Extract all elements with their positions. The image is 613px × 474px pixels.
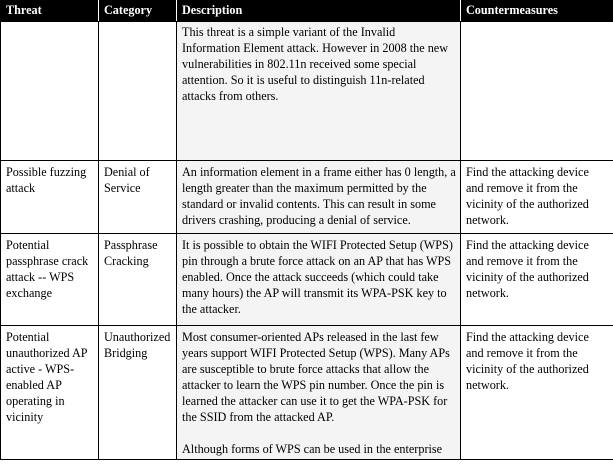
cell-countermeasures: Find the attacking device and remove it from the vicinity of the authorized network. [461, 326, 613, 460]
description-paragraph: Although forms of WPS can be used in the enterprise [182, 442, 443, 456]
table-row [1, 234, 613, 326]
cell-countermeasures [461, 22, 613, 161]
cell-category: Denial of Service [99, 161, 177, 234]
cell-threat: Potential unauthorized AP active - WPS-enabled AP operating in vicinity [1, 326, 99, 460]
cell-category: Unauthorized Bridging [99, 326, 177, 460]
cell-countermeasures: Find the attacking device and remove it from the vicinity of the authorized network. [461, 234, 613, 326]
cell-countermeasures: Find the attacking device and remove it from the vicinity of the authorized network. [461, 161, 613, 234]
cell-threat: Possible fuzzing attack [1, 161, 99, 234]
cell-description: It is possible to obtain the WIFI Protected Setup (WPS) pin through a brute force attack on an AP that has WPS enabled. Once the attack succeeds (which could take many hours) the AP will transmit its WPA-PSK key to the attacker. [177, 234, 461, 326]
header-row [1, 1, 613, 22]
table-row [1, 326, 613, 460]
cell-description [177, 326, 461, 460]
header-threat: Threat [1, 1, 99, 22]
cell-description: An information element in a frame either has 0 length, a length greater than the maximum permitted by the standard or invalid contents. This can result in some drivers crashing, producing a denial of service. [177, 161, 461, 234]
cell-threat [1, 22, 99, 161]
cell-threat: Potential passphrase crack attack -- WPS exchange [1, 234, 99, 326]
header-countermeasures: Countermeasures [461, 1, 613, 22]
header-description: Description [177, 1, 461, 22]
cell-description: This threat is a simple variant of the Invalid Information Element attack. However in 2008 the new vulnerabilities in 802.11n received some special attention. So it is useful to distinguish 11n-related attacks from others. [177, 22, 461, 161]
header-category: Category [99, 1, 177, 22]
cell-category [99, 22, 177, 161]
table-row [1, 161, 613, 234]
cell-category: Passphrase Cracking [99, 234, 177, 326]
table-row [1, 22, 613, 161]
description-paragraph: Most consumer-oriented APs released in the last few years support WIFI Protected Setup (WPS). Many APs are susceptible to brute force attacks that allow the attacker to learn the WPS pin number. Once the pin is learned the attacker can use it to get the WPA-PSK for the SSID from the attacked AP. [182, 330, 450, 424]
